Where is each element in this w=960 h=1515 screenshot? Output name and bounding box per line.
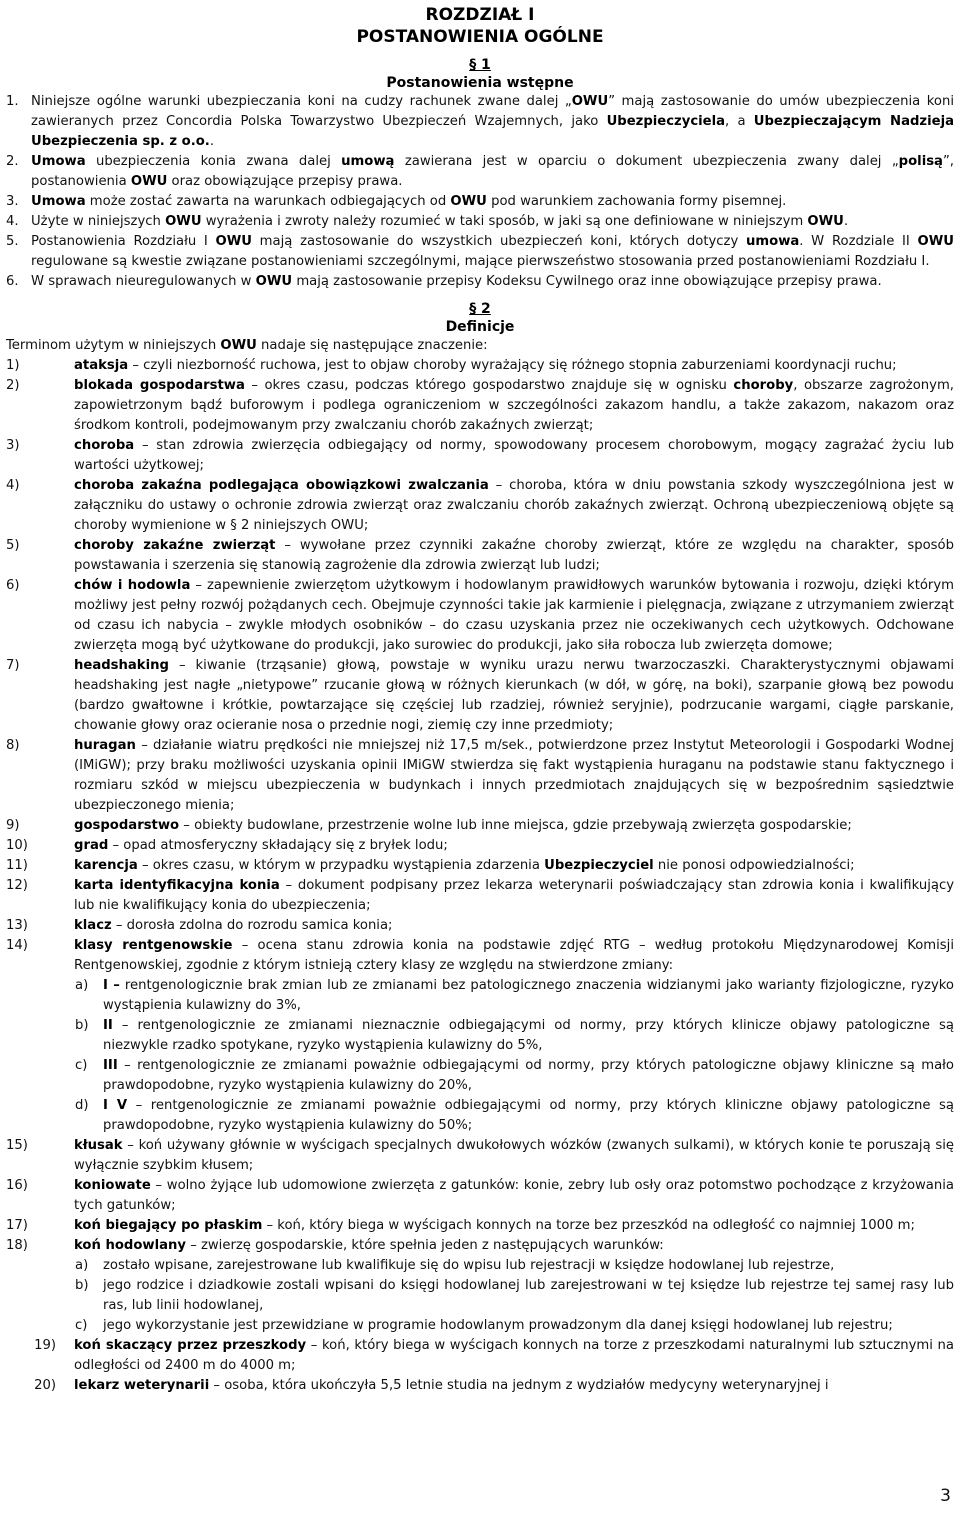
bold-term: chów i hodowla bbox=[74, 578, 191, 593]
bold-term: OWU bbox=[807, 214, 844, 229]
bold-term: OWU bbox=[130, 174, 168, 189]
item-number: 6) bbox=[6, 578, 20, 593]
bold-term: II bbox=[103, 1018, 113, 1033]
item-text bbox=[74, 1176, 954, 1216]
text-run: – koń używany głównie w wyścigach specjalnych dwukołowych wózków (zwanych sulkami), w których konie te poruszają się wyłącznie szybkim kłusem; bbox=[74, 1138, 954, 1173]
chapter-subtitle: POSTANOWIENIA OGÓLNE bbox=[356, 27, 604, 47]
item-number: a) bbox=[75, 978, 89, 993]
bold-term: gospodarstwo bbox=[74, 818, 180, 833]
text-run: mają zastosowanie przepisy Kodeksu Cywilnego oraz inne obowiązujące przepisy prawa. bbox=[292, 274, 882, 289]
section-2-title: Definicje bbox=[445, 319, 515, 335]
item-text bbox=[74, 1376, 954, 1396]
item-text bbox=[31, 272, 954, 292]
item-number: c) bbox=[75, 1318, 88, 1333]
item-number: 5. bbox=[6, 234, 19, 249]
item-text bbox=[103, 1316, 954, 1336]
item-text bbox=[74, 816, 954, 836]
item-text bbox=[74, 856, 954, 876]
text-run: . W Rozdziale II bbox=[799, 234, 918, 249]
text-run: – rentgenologicznie ze zmianami poważnie odbiegającymi od normy, przy których kliniczne objawy patologiczne są prawdopodobne, ryzyko wystąpienia kulawizny do 50%; bbox=[103, 1098, 954, 1133]
item-text bbox=[31, 152, 954, 192]
text-run: , obszarze zagrożonym, zapowietrzonym bądź buforowym i podlega ograniczeniom w szczególności zakazom handlu, a także zakazom, nakazom oraz środkom kontroli, podejmowanym przy zwalczaniu chorób zakaźnych zwierząt; bbox=[74, 378, 954, 433]
item-text bbox=[74, 1336, 954, 1376]
bold-term: kłusak bbox=[74, 1138, 123, 1153]
text-run: – wywołane przez czynniki zakaźne choroby zwierząt, które ze względu na charakter, sposób powstawania i szerzenia się stanowią zagrożenie dla zdrowia zwierząt lub ludzi; bbox=[74, 538, 954, 573]
bold-term: koń skaczący przez przeszkody bbox=[74, 1338, 307, 1353]
text-run: Postanowienia Rozdziału I bbox=[31, 234, 216, 249]
text-run: , a bbox=[725, 114, 754, 129]
definition-item bbox=[6, 936, 954, 976]
bold-term: Ubezpieczyciela bbox=[606, 114, 726, 129]
item-text bbox=[74, 476, 954, 536]
item-text bbox=[103, 976, 954, 1016]
item-text bbox=[31, 192, 954, 212]
item-text bbox=[103, 1096, 954, 1136]
provision-paragraph bbox=[6, 152, 954, 192]
text-run: ” mają zastosowanie do umów ubezpieczenia koni zawieranych przez Concordia Polska Towarzystwo Ubezpieczeń Wzajemnych, jako bbox=[31, 94, 954, 129]
definition-item bbox=[6, 916, 954, 936]
provision-paragraph bbox=[6, 272, 954, 292]
bold-term: OWU bbox=[215, 234, 252, 249]
bold-term: choroba zakaźna podlegająca obowiązkowi zwalczania bbox=[74, 478, 489, 493]
bold-term: koniowate bbox=[74, 1178, 151, 1193]
definition-item bbox=[6, 1236, 954, 1256]
item-number: 20) bbox=[34, 1378, 56, 1393]
definition-item bbox=[6, 356, 954, 376]
bold-term: OWU bbox=[450, 194, 487, 209]
text-run: ”, postanowienia bbox=[31, 154, 954, 189]
text-run: – zwierzę gospodarskie, które spełnia jeden z następujących warunków: bbox=[186, 1238, 664, 1253]
text-run: zostało wpisane, zarejestrowane lub kwalifikuje się do wpisu lub rejestracji w księdze hodowlanej lub rejestrze, bbox=[103, 1258, 835, 1273]
item-text bbox=[74, 836, 954, 856]
item-number: 12) bbox=[6, 878, 28, 893]
definition-subitem bbox=[74, 1016, 954, 1056]
definition-item bbox=[6, 1336, 954, 1376]
item-number: b) bbox=[75, 1018, 89, 1033]
definition-item bbox=[6, 856, 954, 876]
definition-item bbox=[6, 1216, 954, 1236]
bold-term: III bbox=[103, 1058, 118, 1073]
definition-item bbox=[6, 816, 954, 836]
text-run: – rentgenologicznie ze zmianami nieznacznie odbiegającymi od normy, przy których klinicze objawy patologiczne są niezwykle rzadko spotykane, ryzyko wystąpienia kulawizny do 5%, bbox=[103, 1018, 954, 1053]
item-number: 7) bbox=[6, 658, 20, 673]
text-run: . bbox=[209, 134, 215, 149]
bold-term: Umowa bbox=[31, 194, 86, 209]
item-text bbox=[74, 1136, 954, 1176]
text-run: W sprawach nieuregulowanych w bbox=[31, 274, 256, 289]
section-1-symbol: § 1 bbox=[469, 57, 491, 73]
provision-paragraph bbox=[6, 92, 954, 152]
item-text bbox=[74, 356, 954, 376]
item-text bbox=[103, 1056, 954, 1096]
item-text bbox=[31, 212, 954, 232]
item-number: 3) bbox=[6, 438, 20, 453]
item-number: 16) bbox=[6, 1178, 28, 1193]
text-run: zawierana jest w oparciu o dokument ubezpieczenia zwany dalej „ bbox=[394, 154, 899, 169]
definition-item bbox=[6, 376, 954, 436]
item-text bbox=[31, 92, 954, 152]
text-run: regulowane są kwestie związane postanowieniami szczególnymi, mające pierwszeństwo stosowania przed postanowieniami Rozdziału I. bbox=[31, 254, 930, 269]
item-number: a) bbox=[75, 1258, 89, 1273]
text-run: – osoba, która ukończyła 5,5 letnie studia na jednym z wydziałów medycyny weterynaryjnej i bbox=[209, 1378, 829, 1393]
item-number: 10) bbox=[6, 838, 28, 853]
item-number: b) bbox=[75, 1278, 89, 1293]
text-run: – rentgenologicznie ze zmianami poważnie odbiegającymi od normy, przy których patologiczne objawy kliniczne są mało prawdopodobne, ryzyko wystąpienia kulawizny do 20%, bbox=[103, 1058, 954, 1093]
provision-paragraph bbox=[6, 232, 954, 272]
bold-term: lekarz weterynarii bbox=[74, 1378, 210, 1393]
text-run: – dorosła zdolna do rozrodu samica konia; bbox=[111, 918, 393, 933]
item-text bbox=[103, 1256, 954, 1276]
item-text bbox=[74, 736, 954, 816]
text-run: – wolno żyjące lub udomowione zwierzęta z gatunków: konie, zebry lub osły oraz potomstwo pochodzące z krzyżowania tych gatunków; bbox=[74, 1178, 954, 1213]
item-text bbox=[103, 1276, 954, 1316]
item-number: 6. bbox=[6, 274, 19, 289]
text-run: – zapewnienie zwierzętom użytkowym i hodowlanym prawidłowych warunków bytowania i rozwoju, dzięki którym możliwy jest pełny rozwój pożądanych cech. Obejmuje czynności takie jak karmienie i pielęgnacja, związane z utrzymaniem zwierząt od czasu ich nabycia – zwykle młodych osobników – do czasu uzyskania przez nie oczekiwanych cech użytkowych. Odchowane zwierzęta mogą być użytkowane do produkcji, jako surowiec do produkcji, jako siła robocza lub zwierzęta domowe; bbox=[74, 578, 955, 653]
text-run: – ocena stanu zdrowia konia na podstawie zdjęć RTG – według protokołu Międzynarodowej Komisji Rentgenowskiej, zgodnie z którym istnieją cztery klasy ze względu na stwierdzone zmiany: bbox=[74, 938, 955, 973]
definition-item bbox=[6, 576, 954, 656]
text-run: – kiwanie (trząsanie) głową, powstaje w wyniku urazu nerwu twarzoczaszki. Charakterystycznymi objawami headshaking jest nagłe „nietypowe” rzucanie głową w różnych kierunkach (w dół, w górę, na boki), szarpanie głową bez powodu (bardzo gwałtowne i krótkie, powtarzające się częściej lub rzadziej, również seryjnie), podrzucanie wargami, ciągłe parskanie, chowanie głowy oraz ocieranie nosa o przednie nogi, ziemię czy inne przedmioty; bbox=[74, 658, 954, 733]
definition-item bbox=[6, 436, 954, 476]
item-text bbox=[74, 436, 954, 476]
text-run: jego wykorzystanie jest przewidziane w programie hodowlanym prowadzonym dla danej księgi hodowlanej lub rejestru; bbox=[103, 1318, 893, 1333]
text-run: – opad atmosferyczny składający się z bryłek lodu; bbox=[108, 838, 448, 853]
bold-term: I – bbox=[103, 978, 120, 993]
item-text bbox=[74, 376, 954, 436]
item-number: 1) bbox=[6, 358, 20, 373]
item-number: d) bbox=[75, 1098, 89, 1113]
text-run: – obiekty budowlane, przestrzenie wolne lub inne miejsca, gdzie przebywają zwierzęta gospodarskie; bbox=[179, 818, 852, 833]
bold-term: umowa bbox=[746, 234, 800, 249]
page-number: 3 bbox=[940, 1486, 951, 1506]
bold-term: koń biegający po płaskim bbox=[74, 1218, 263, 1233]
bold-term: I V bbox=[103, 1098, 128, 1113]
item-number: 2. bbox=[6, 154, 19, 169]
definition-item bbox=[6, 1136, 954, 1176]
document-page bbox=[6, 0, 954, 1396]
item-number: 3. bbox=[6, 194, 19, 209]
bold-term: karta identyfikacyjna konia bbox=[74, 878, 280, 893]
item-number: 8) bbox=[6, 738, 20, 753]
definitions-intro bbox=[6, 336, 954, 356]
definition-subitem bbox=[74, 1056, 954, 1096]
text-run: wyrażenia i zwroty należy rozumieć w taki sposób, w jaki są one definiowane w niniejszym bbox=[201, 214, 808, 229]
bold-term: OWU bbox=[571, 94, 609, 109]
text-run: – okres czasu, w którym w przypadku wystąpienia zdarzenia bbox=[137, 858, 545, 873]
text-run: Terminom użytym w niniejszych bbox=[6, 338, 221, 353]
text-run: pod warunkiem zachowania formy pisemnej. bbox=[486, 194, 787, 209]
bold-term: blokada gospodarstwa bbox=[74, 378, 245, 393]
general-provisions-list bbox=[6, 92, 954, 292]
chapter-title: ROZDZIAŁ I bbox=[425, 5, 535, 25]
item-text bbox=[74, 936, 954, 976]
bold-term: ataksja bbox=[74, 358, 129, 373]
text-run: może zostać zawarta na warunkach odbiegających od bbox=[85, 194, 451, 209]
definition-item bbox=[6, 1176, 954, 1216]
definition-subitem bbox=[74, 1096, 954, 1136]
bold-term: grad bbox=[74, 838, 109, 853]
definition-subitem bbox=[74, 976, 954, 1016]
bold-term: polisą bbox=[898, 154, 943, 169]
item-number: 9) bbox=[6, 818, 20, 833]
bold-term: OWU bbox=[255, 274, 293, 289]
item-number: 11) bbox=[6, 858, 28, 873]
bold-term: Ubezpieczyciel bbox=[544, 858, 654, 873]
text-run: – dokument podpisany przez lekarza weterynarii poświadczający stan zdrowia konia i kwalifikujący lub nie kwalifikujący konia do ubezpieczenia; bbox=[74, 878, 955, 913]
definitions-list bbox=[6, 356, 954, 1396]
definition-subitem bbox=[74, 1256, 954, 1276]
definition-item bbox=[6, 736, 954, 816]
text-run: – choroba, która w dniu powstania szkody wyszczególniona jest w załączniku do ustawy o ochronie zdrowia zwierząt oraz zwalczaniu chorób zakaźnych zwierząt. Ochroną ubezpieczeniową objęte są choroby wymienione w § 2 niniejszych OWU; bbox=[74, 478, 954, 533]
item-text bbox=[74, 536, 954, 576]
bold-term: koń hodowlany bbox=[74, 1238, 186, 1253]
definition-item bbox=[6, 1376, 954, 1396]
text-run: ubezpieczenia konia zwana dalej bbox=[85, 154, 342, 169]
bold-term: klacz bbox=[74, 918, 112, 933]
bold-term: karencja bbox=[74, 858, 138, 873]
text-run: jego rodzice i dziadkowie zostali wpisani do księgi hodowlanej lub zarejestrowani w tej księdze lub rejestrze tej samej rasy lub ras, lub linii hodowlanej, bbox=[103, 1278, 954, 1313]
bold-term: headshaking bbox=[74, 658, 169, 673]
text-run: – stan zdrowia zwierzęcia odbiegający od normy, spowodowany procesem chorobowym, mogący zagrażać życiu lub wartości użytkowej; bbox=[74, 438, 954, 473]
bold-term: huragan bbox=[74, 738, 136, 753]
text-run: – okres czasu, podczas którego gospodarstwo znajduje się w ognisku bbox=[244, 378, 734, 393]
item-number: 5) bbox=[6, 538, 20, 553]
text-run: – działanie wiatru prędkości nie mniejszej niż 17,5 m/sek., potwierdzone przez Instytut Meteorologii i Gospodarki Wodnej (IMiGW); przy braku możliwości uzyskania opinii IMiGW stwierdza się fakt wystąpienia huraganu na podstawie stanu faktycznego i rozmiaru szkód w miejscu ubezpieczenia w budynkach i innych przedmiotach znajdujących się w bezpośrednim sąsiedztwie ubezpieczonego mienia; bbox=[74, 738, 954, 813]
item-number: 4. bbox=[6, 214, 19, 229]
text-run: mają zastosowanie do wszystkich ubezpieczeń koni, których dotyczy bbox=[251, 234, 746, 249]
definition-subitem bbox=[74, 1316, 954, 1336]
item-text bbox=[74, 876, 954, 916]
item-number: c) bbox=[75, 1058, 88, 1073]
item-text bbox=[74, 916, 954, 936]
text-run: – koń, który biega w wyścigach konnych na torze z przeszkodami naturalnymi lub sztucznymi na odległości od 2400 m do 4000 m; bbox=[74, 1338, 954, 1373]
text-run: – koń, który biega w wyścigach konnych na torze bez przeszkód na odległość co najmniej 1000 m; bbox=[262, 1218, 915, 1233]
definition-item bbox=[6, 656, 954, 736]
item-text bbox=[74, 1216, 954, 1236]
definition-item bbox=[6, 836, 954, 856]
item-text bbox=[103, 1016, 954, 1056]
item-number: 15) bbox=[6, 1138, 28, 1153]
text-run: . bbox=[843, 214, 849, 229]
item-text bbox=[74, 656, 954, 736]
text-run: rentgenologicznie brak zmian lub ze zmianami bez patologicznego znaczenia widzianymi jako warianty fizjologiczne, ryzyko wystąpienia kulawizny do 3%, bbox=[103, 978, 954, 1013]
item-number: 13) bbox=[6, 918, 28, 933]
bold-term: OWU bbox=[220, 338, 257, 353]
item-number: 19) bbox=[34, 1338, 56, 1353]
definition-item bbox=[6, 876, 954, 916]
definition-item bbox=[6, 536, 954, 576]
text-run: nie ponosi odpowiedzialności; bbox=[653, 858, 855, 873]
bold-term: Umowa bbox=[31, 154, 86, 169]
bold-term: OWU bbox=[165, 214, 202, 229]
item-number: 4) bbox=[6, 478, 20, 493]
definition-item bbox=[6, 476, 954, 536]
section-1-title: Postanowienia wstępne bbox=[386, 75, 574, 91]
bold-term: choroba bbox=[74, 438, 135, 453]
text-run: – czyli niezborność ruchowa, jest to objaw choroby wyrażający się różnego stopnia zaburzeniami koordynacji ruchu; bbox=[128, 358, 897, 373]
item-number: 17) bbox=[6, 1218, 28, 1233]
bold-term: choroby bbox=[733, 378, 794, 393]
definition-subitem bbox=[74, 1276, 954, 1316]
bold-term: Ubezpieczającym Nadzieja Ubezpieczenia sp. z o.o. bbox=[31, 114, 954, 149]
bold-term: klasy rentgenowskie bbox=[74, 938, 233, 953]
bold-term: choroby zakaźne zwierząt bbox=[74, 538, 276, 553]
text-run: oraz obowiązujące przepisy prawa. bbox=[167, 174, 403, 189]
item-number: 2) bbox=[6, 378, 20, 393]
text-run: nadaje się następujące znaczenie: bbox=[256, 338, 488, 353]
item-text bbox=[74, 576, 954, 656]
item-text bbox=[31, 232, 954, 272]
bold-term: OWU bbox=[917, 234, 954, 249]
bold-term: umową bbox=[341, 154, 395, 169]
item-number: 1. bbox=[6, 94, 19, 109]
provision-paragraph bbox=[6, 192, 954, 212]
item-number: 14) bbox=[6, 938, 28, 953]
item-number: 18) bbox=[6, 1238, 28, 1253]
provision-paragraph bbox=[6, 212, 954, 232]
item-text bbox=[74, 1236, 954, 1256]
text-run: Niniejsze ogólne warunki ubezpieczania koni na cudzy rachunek zwane dalej „ bbox=[31, 94, 572, 109]
text-run: Użyte w niniejszych bbox=[31, 214, 166, 229]
section-2-symbol: § 2 bbox=[469, 301, 491, 317]
